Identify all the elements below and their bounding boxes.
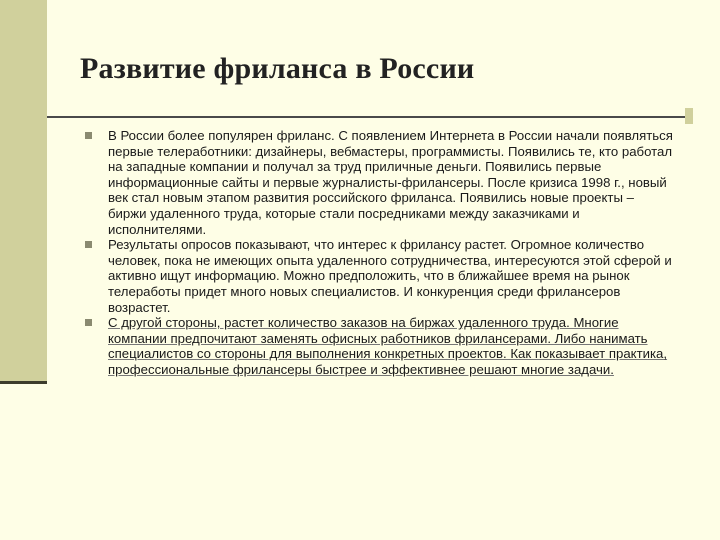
left-dark-bar [0, 381, 47, 384]
divider-end-tick [685, 108, 693, 124]
bullet-list [85, 128, 675, 378]
slide-title: Развитие фриланса в России [80, 52, 475, 85]
title-divider [47, 116, 685, 118]
bullet-text: В России более популярен фриланс. С появлением Интернета в России начали появляться первые телеработники: дизайнеры, вебмастеры, программисты. Появились те, кто работал на западные компании и получал за труд приличные деньги. Появились первые информационные сайты и первые журналисты-фрилансеры. После кризиса 1998 г., новый век стал новым этапом развития российского фриланса. Появились новые проекты – биржи удаленного труда, которые стали посредниками между заказчиками и исполнителями. [108, 128, 673, 237]
list-item [85, 237, 675, 315]
square-bullet-icon [85, 319, 92, 326]
square-bullet-icon [85, 132, 92, 139]
list-item [85, 128, 675, 237]
bullet-text: Результаты опросов показывают, что интерес к фрилансу растет. Огромное количество человек, пока не имеющих опыта удаленного сотрудничества, интересуются этой сферой и активно ищут информацию. Можно предположить, что в ближайшее время на рынок телеработы придет много новых специалистов. И конкуренция среди фрилансеров возрастет. [108, 237, 672, 315]
square-bullet-icon [85, 241, 92, 248]
list-item [85, 315, 675, 377]
left-band-gap [0, 383, 47, 540]
bullet-text: С другой стороны, растет количество заказов на биржах удаленного труда. Многие компании предпочитают заменять офисных работников фрилансерами. Либо нанимать специалистов со стороны для выполнения конкретных проектов. Как показывает практика, профессиональные фрилансеры быстрее и эффективнее решают многие задачи. [108, 315, 668, 377]
